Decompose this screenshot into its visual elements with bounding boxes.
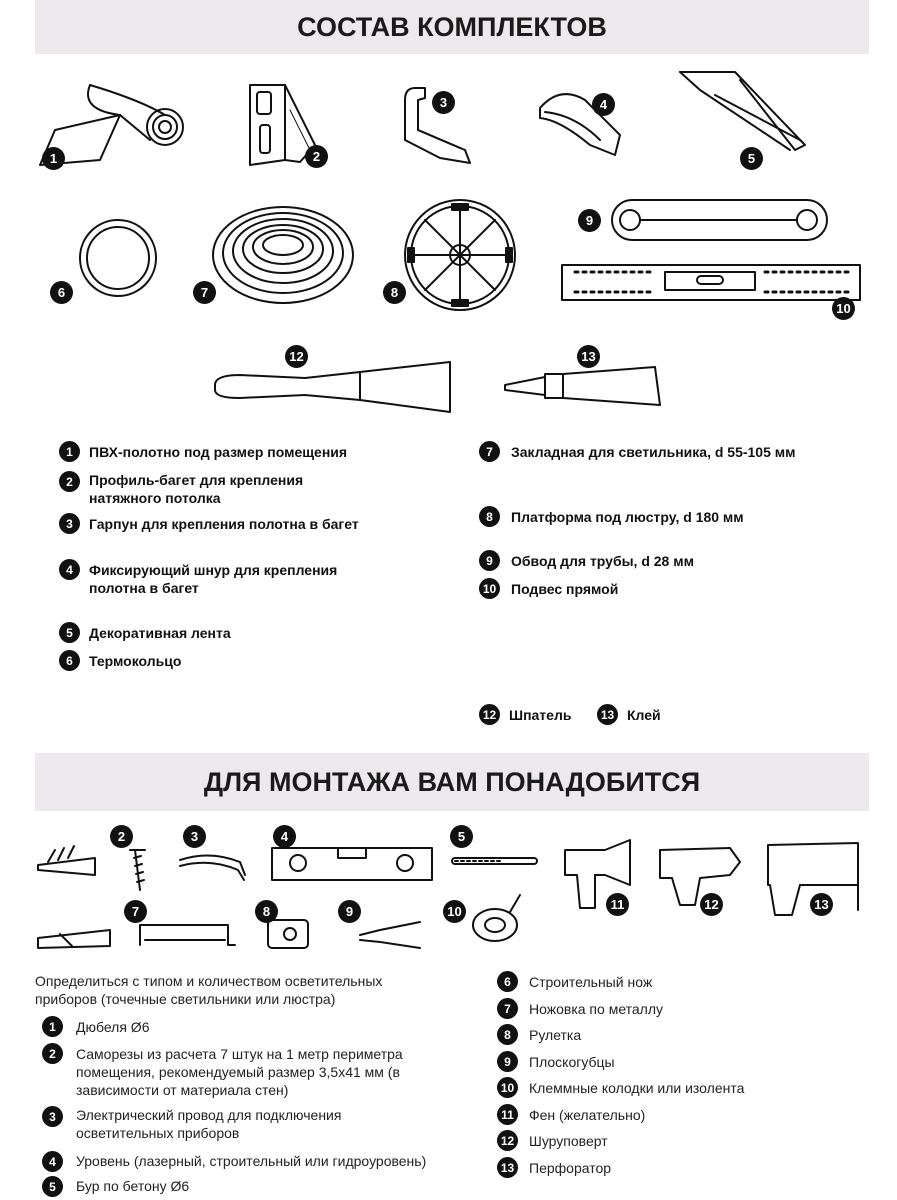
tools-list-badge: 3 [42, 1106, 63, 1127]
tool-illo-marker-4: 4 [273, 825, 296, 848]
dowels-illustration [38, 846, 95, 875]
drill-bit-illustration [452, 858, 537, 864]
tool-illo-marker-8: 8 [255, 900, 278, 923]
pliers-illustration [360, 922, 420, 948]
tools-list-badge: 5 [42, 1176, 63, 1197]
tools-list-item: Строительный нож [529, 974, 653, 990]
tools-list-badge: 13 [497, 1157, 518, 1178]
kit-illo-marker-6: 6 [50, 281, 73, 304]
tools-list-badge: 11 [497, 1104, 518, 1125]
tool-illo-marker-2: 2 [110, 825, 133, 848]
kit-list-badge: 8 [479, 506, 500, 527]
tape-measure-illustration [268, 920, 308, 948]
light-embed-illustration [213, 207, 353, 303]
tools-list-item: Клеммные колодки или изолента [529, 1080, 745, 1096]
kit-list-item: Закладная для светильника, d 55-105 мм [511, 444, 796, 460]
kit-illo-marker-3: 3 [432, 91, 455, 114]
tool-illo-marker-9: 9 [338, 900, 361, 923]
tools-list-item: Уровень (лазерный, строительный или гидроуровень) [76, 1153, 427, 1169]
kit-illo-marker-9: 9 [578, 209, 601, 232]
kit-list-badge: 7 [479, 441, 500, 462]
tools-section-title: ДЛЯ МОНТАЖА ВАМ ПОНАДОБИТСЯ [203, 766, 701, 797]
kit-list-item: Подвес прямой [511, 581, 619, 597]
tool-illo-marker-5: 5 [450, 825, 473, 848]
level-illustration [272, 848, 432, 880]
kit-illo-marker-2: 2 [305, 145, 328, 168]
tools-list-item: Шуруповерт [529, 1133, 608, 1149]
spatula-illustration [215, 362, 450, 412]
kit-section-title: СОСТАВ КОМПЛЕКТОВ [297, 11, 607, 42]
kit-illo-marker-5: 5 [740, 147, 763, 170]
kit-list-badge: 6 [59, 650, 80, 671]
pipe-bypass-illustration [612, 200, 827, 240]
kit-list-badge: 1 [59, 441, 80, 462]
kit-list-badge: 5 [59, 622, 80, 643]
kit-list-item: ПВХ-полотно под размер помещения [89, 444, 348, 460]
tools-list-badge: 2 [42, 1043, 63, 1064]
kit-illo-marker-12: 12 [285, 345, 308, 368]
tool-illo-marker-10: 10 [443, 900, 466, 923]
kit-illo-marker-4: 4 [592, 93, 615, 116]
kit-list-item: Обвод для трубы, d 28 мм [511, 553, 694, 569]
tools-list-item: Бур по бетону Ø6 [76, 1178, 190, 1194]
kit-list-badge: 4 [59, 559, 80, 580]
glue-tube-illustration [505, 367, 660, 405]
kit-list-item: Гарпун для крепления полотна в багет [89, 516, 359, 532]
screw-illustration [130, 850, 145, 890]
kit-list-item: Профиль-багет для крепления натяжного потолка [89, 472, 304, 506]
kit-list-item: Декоративная лента [89, 625, 231, 641]
tools-list-item: Фен (желательно) [529, 1107, 646, 1123]
tools-list-item: Ножовка по металлу [529, 1001, 664, 1017]
thermo-ring-illustration [80, 220, 156, 296]
kit-list-item: Шпатель [509, 707, 572, 723]
insulating-tape-illustration [473, 895, 520, 941]
tool-illo-marker-12: 12 [700, 893, 723, 916]
kit-list-item: Клей [627, 707, 661, 723]
kit-list-badge: 2 [59, 471, 80, 492]
wire-illustration [180, 855, 245, 880]
kit-list-badge: 3 [59, 513, 80, 534]
chandelier-platform-illustration [405, 200, 515, 310]
kit-list-item: Термокольцо [89, 653, 182, 669]
kit-list-badge: 13 [597, 704, 618, 725]
tools-list-item: Рулетка [529, 1027, 582, 1043]
tool-illo-marker-13: 13 [810, 893, 833, 916]
kit-list-badge: 12 [479, 704, 500, 725]
decorative-tape-illustration [680, 72, 805, 150]
hacksaw-illustration [140, 925, 235, 945]
kit-illo-marker-13: 13 [577, 345, 600, 368]
kit-illo-marker-7: 7 [193, 281, 216, 304]
tools-list-badge: 9 [497, 1051, 518, 1072]
tools-list-item: Саморезы из расчета 7 штук на 1 метр периметра помещения, рекомендуемый размер 3,5x41 мм (в зависимости от материала стен) [76, 1046, 403, 1098]
tools-list-item: Плоскогубцы [529, 1054, 615, 1070]
kit-list-badge: 9 [479, 550, 500, 571]
kit-illo-marker-1: 1 [42, 147, 65, 170]
kit-illo-marker-10: 10 [832, 297, 855, 320]
tools-list-badge: 8 [497, 1024, 518, 1045]
tools-intro: Определиться с типом и количеством осветительных приборов (точечные светильники или люстра) [35, 973, 383, 1007]
tools-list-badge: 6 [497, 971, 518, 992]
tool-illo-marker-7: 7 [124, 900, 147, 923]
kit-illo-marker-8: 8 [383, 281, 406, 304]
tool-illo-marker-11: 11 [606, 893, 629, 916]
screwdriver-illustration [660, 848, 740, 905]
tools-list-item: Перфоратор [529, 1160, 612, 1176]
tool-illo-marker-3: 3 [183, 825, 206, 848]
tools-list-item: Электрический провод для подключения осветительных приборов [76, 1107, 342, 1141]
knife-illustration [38, 930, 110, 948]
tools-list-badge: 7 [497, 998, 518, 1019]
tools-list-badge: 10 [497, 1077, 518, 1098]
tools-list-item: Дюбеля Ø6 [76, 1019, 150, 1035]
tools-list-badge: 4 [42, 1151, 63, 1172]
tools-list-badge: 1 [42, 1016, 63, 1037]
straight-hanger-illustration [562, 265, 860, 300]
kit-list-item: Фиксирующий шнур для крепления полотна в багет [89, 562, 338, 596]
tools-list-badge: 12 [497, 1130, 518, 1151]
kit-list-badge: 10 [479, 578, 500, 599]
kit-list-item: Платформа под люстру, d 180 мм [511, 509, 744, 525]
